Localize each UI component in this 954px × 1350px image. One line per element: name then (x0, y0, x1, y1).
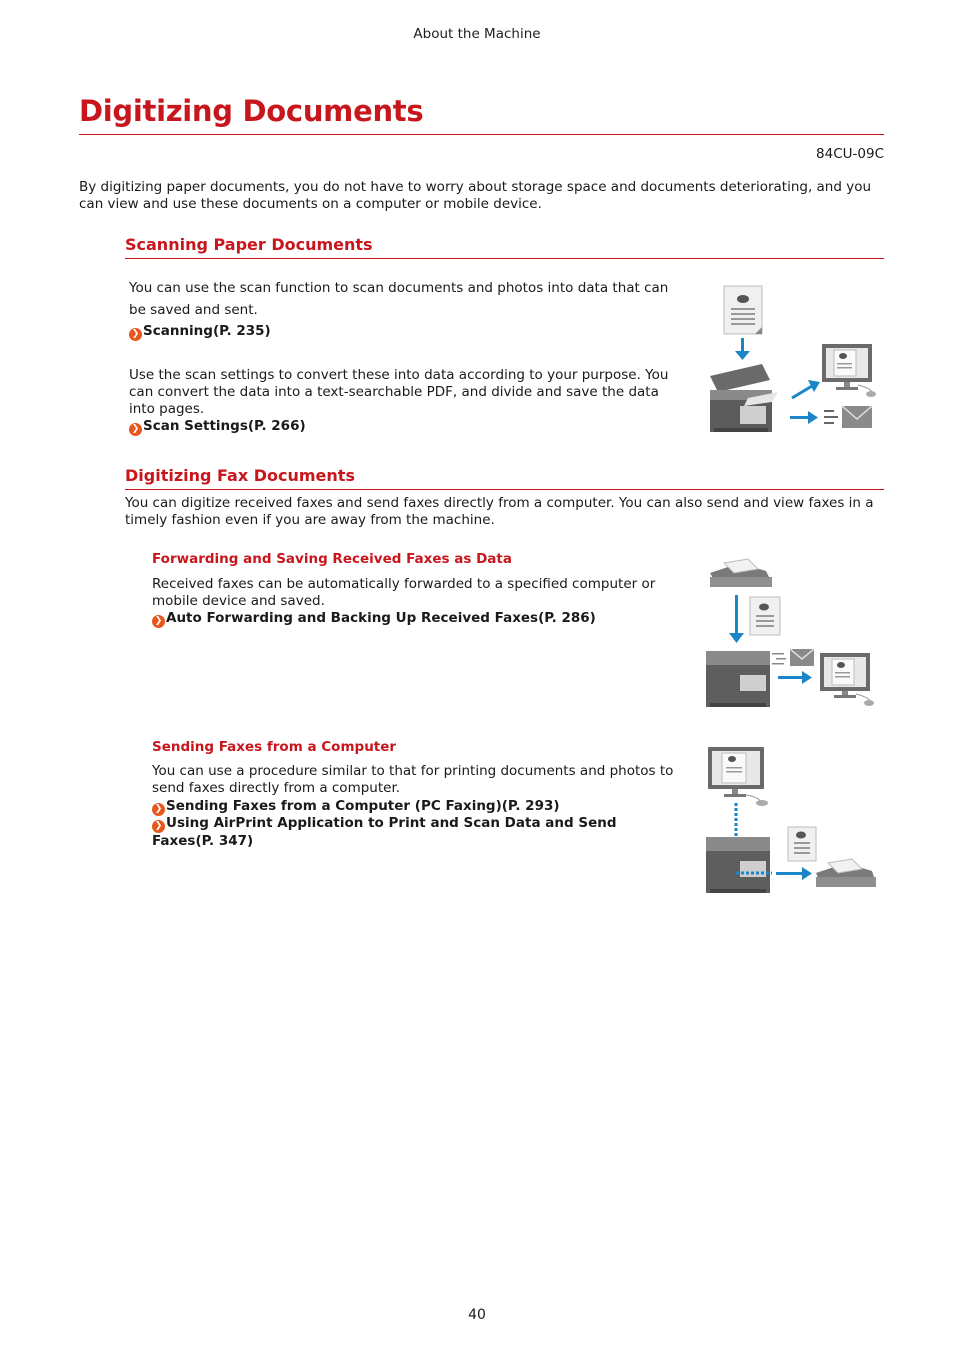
computer-monitor-icon (708, 747, 768, 806)
title-divider (79, 134, 884, 135)
forwarding-illustration (700, 555, 885, 715)
fax-machine-icon (816, 859, 876, 887)
multifunction-printer-icon (706, 651, 770, 707)
computer-monitor-icon (820, 653, 874, 706)
scanning-heading: Scanning Paper Documents (125, 235, 373, 254)
scanner-machine-icon (710, 364, 778, 432)
email-envelope-icon (790, 649, 814, 666)
running-header: About the Machine (413, 26, 541, 42)
fax-heading: Digitizing Fax Documents (125, 466, 355, 485)
scanning-paragraph-2: Use the scan settings to convert these into data according to your purpose. You can convert the data into a text-searchable PDF, and divide and save the data into pages. (129, 367, 669, 417)
document-icon (788, 827, 816, 861)
link-arrow-icon: ❯ (129, 423, 142, 436)
document-id: 84CU-09C (816, 146, 884, 162)
sending-heading: Sending Faxes from a Computer (152, 739, 397, 755)
link-arrow-icon: ❯ (152, 820, 165, 833)
forwarding-paragraph: Received faxes can be automatically forwarded to a specified computer or mobile device and saved. (152, 576, 656, 609)
link-arrow-icon: ❯ (129, 328, 142, 341)
auto-forwarding-link[interactable]: ❯ Auto Forwarding and Backing Up Received Faxes(P. 286) (152, 610, 596, 628)
intro-paragraph: By digitizing paper documents, you do not have to worry about storage space and documents deteriorating, and you can view and use these documents on a computer or mobile device. (79, 179, 872, 212)
multifunction-printer-icon (706, 837, 770, 893)
link-arrow-icon: ❯ (152, 803, 165, 816)
pc-fax-illustration (700, 745, 885, 900)
page-title: Digitizing Documents (79, 94, 424, 128)
document-icon (750, 597, 780, 635)
computer-monitor-icon (822, 344, 876, 397)
airprint-link[interactable]: ❯ Using AirPrint Application to Print and Scan Data and Send Faxes(P. 347) (152, 815, 617, 849)
document-icon (724, 286, 762, 334)
scanning-divider (125, 258, 884, 259)
sending-paragraph: You can use a procedure similar to that for printing documents and photos to send faxes directly from a computer. (152, 763, 674, 796)
email-envelope-icon (842, 406, 872, 428)
link-arrow-icon: ❯ (152, 615, 165, 628)
page-number: 40 (468, 1307, 486, 1323)
pc-faxing-link[interactable]: ❯ Sending Faxes from a Computer (PC Faxing)(P. 293) (152, 798, 560, 816)
scan-illustration (700, 280, 885, 440)
forwarding-heading: Forwarding and Saving Received Faxes as Data (152, 551, 512, 567)
fax-intro: You can digitize received faxes and send faxes directly from a computer. You can also send and view faxes in a timely fashion even if you are away from the machine. (125, 495, 874, 528)
scanning-paragraph-1: You can use the scan function to scan documents and photos into data that can be saved and sent. (129, 280, 669, 318)
scan-settings-link[interactable]: ❯ Scan Settings(P. 266) (129, 418, 306, 436)
fax-machine-icon (710, 559, 772, 587)
fax-divider (125, 489, 884, 490)
scanning-link[interactable]: ❯ Scanning(P. 235) (129, 323, 271, 341)
